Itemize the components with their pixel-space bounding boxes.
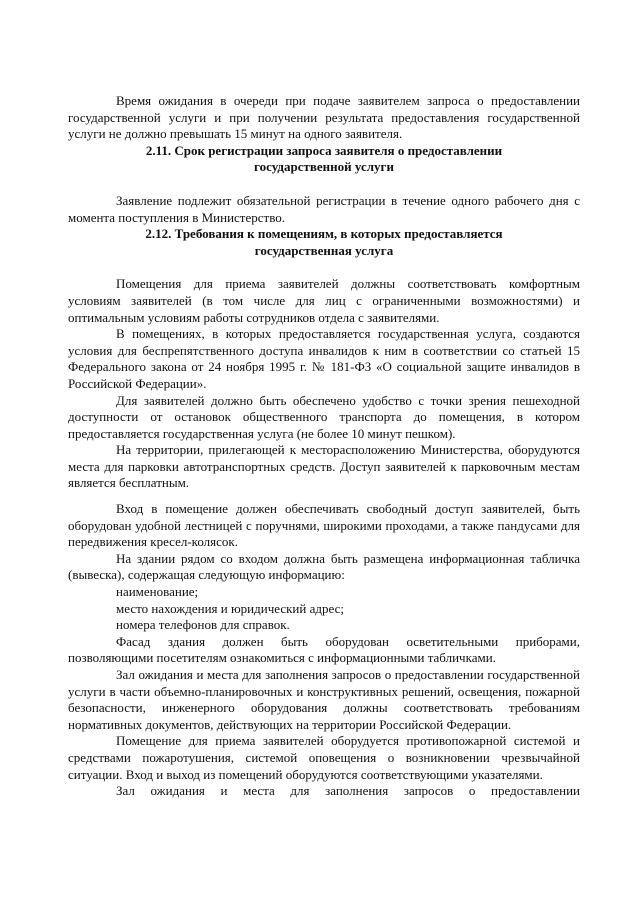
paragraph-facade: Фасад здания должен быть оборудован осветительными приборами, позволяющими посетителям ознакомиться с информационными табличками.: [68, 633, 580, 666]
paragraph-waiting-time: Время ожидания в очереди при подаче заявителем запроса о предоставлении государственной услуги и при получении результата предоставления государственной услуги не должно превышать 15 минут на одного заявителя.: [68, 93, 580, 142]
paragraph-fire-safety: Помещение для приема заявителей оборудуется противопожарной системой и средствами пожаротушения, системой оповещения о возникновении чрезвычайной ситуации. Вход и выход из помещений оборудуются соответствующими указателями.: [68, 733, 580, 782]
paragraph-signboard: На здании рядом со входом должна быть размещена информационная табличка (вывеска), содержащая следующую информацию:: [68, 550, 580, 583]
list-item: наименование;: [116, 584, 199, 600]
paragraph-pedestrian-access: Для заявителей должно быть обеспечено удобство с точки зрения пешеходной доступности от остановок общественного транспорта до помещения, в котором предоставляется государственная услуга (не более 10 минут пешком).: [68, 392, 580, 441]
section-2-11-heading: 2.11. Срок регистрации запроса заявителя о предоставлении государственной услуги: [145, 142, 503, 175]
paragraph-waiting-hall: Зал ожидания и места для заполнения запросов о предоставлении государственной услуги в части объемно-планировочных и конструктивных решений, освещения, пожарной безопасности, инженерного оборудования должны соответствовать требованиям нормативных документов, действующих на территории Российской Федерации.: [68, 667, 580, 732]
paragraph-parking: На территории, прилегающей к месторасположению Министерства, оборудуются места для парковки автотранспортных средств. Доступ заявителей к парковочным местам является бесплатным.: [68, 442, 580, 491]
paragraph-disabled-access: В помещениях, в которых предоставляется государственная услуга, создаются условия для беспрепятственного доступа инвалидов к ним в соответствии со статьей 15 Федерального закона от 24 ноября 1995 г. № 181-ФЗ «О социальной защите инвалидов в Российской Федерации».: [68, 326, 580, 391]
list-item: номера телефонов для справок.: [116, 617, 290, 633]
section-2-12-heading: 2.12. Требования к помещениям, в которых предоставляется государственная услуга: [145, 226, 503, 258]
document-page: [68, 93, 580, 800]
paragraph-premises-comfort: Помещения для приема заявителей должны соответствовать комфортным условиям заявителей (в том числе для лиц с ограниченными возможностями) и оптимальным условиям работы сотрудников отдела с заявителями.: [68, 276, 580, 325]
paragraph-entrance: Вход в помещение должен обеспечивать свободный доступ заявителей, быть оборудован удобной лестницей с поручнями, широкими проходами, а также пандусами для передвижения кресел-колясок.: [68, 501, 580, 550]
list-item: место нахождения и юридический адрес;: [116, 600, 344, 616]
section-2-11-text: Заявление подлежит обязательной регистрации в течение одного рабочего дня с момента поступления в Министерство.: [68, 192, 580, 225]
paragraph-waiting-hall-continued: Зал ожидания и места для заполнения запросов о предоставлении: [116, 783, 580, 799]
